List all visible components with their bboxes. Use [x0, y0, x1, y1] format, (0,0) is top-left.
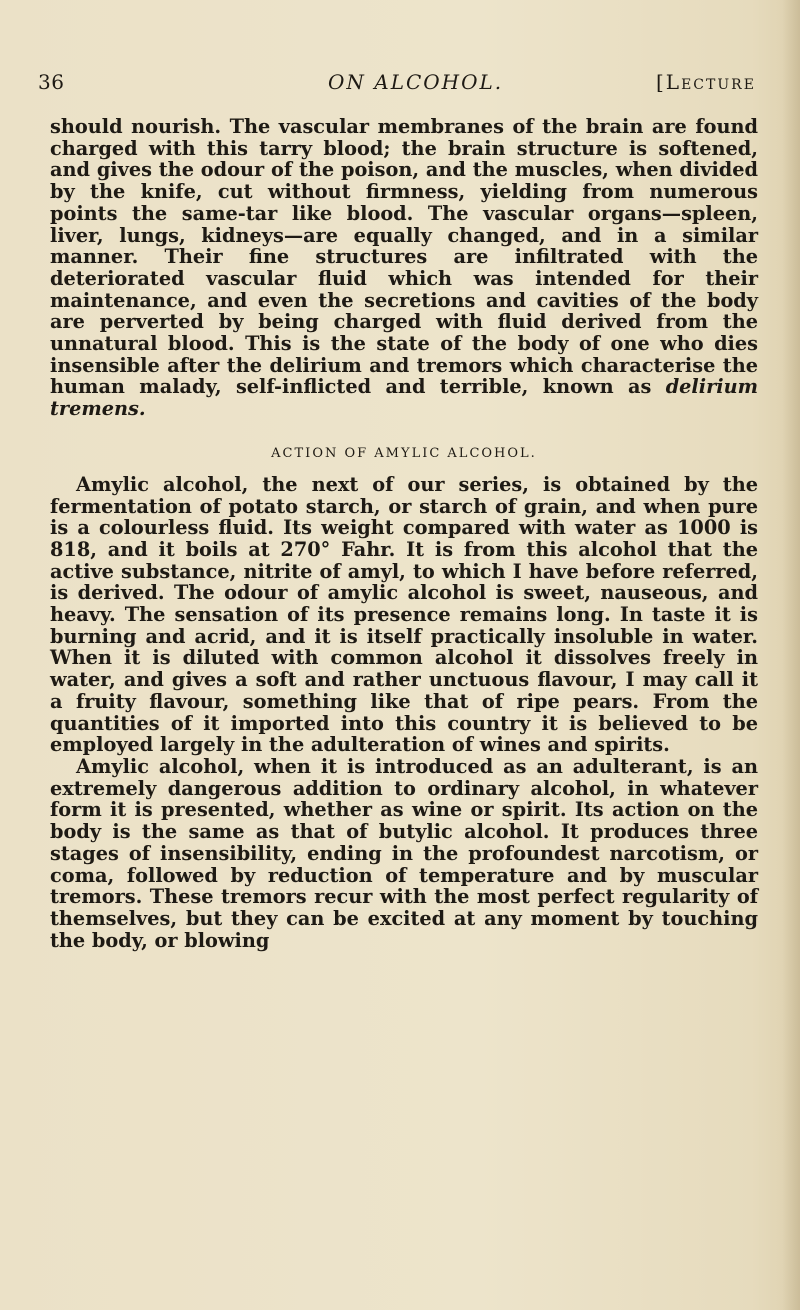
page-number: 36 [38, 70, 65, 94]
paragraph: Amylic alcohol, the next of our series, is obtained by the fermentation of potato starch, or starch of grain, and when pure is a colourless fluid. Its weight compared with water as 1000 is 818, and it boils at 270° Fahr. It is from this alcohol that the active substance, nitrite of amyl, to which I have before referred, is derived. The odour of amylic alcohol is sweet, nauseous, and heavy. The sensation of its presence remains long. In taste it is burning and acrid, and it is itself practically insoluble in water. When it is diluted with common alcohol it dissolves freely in water, and gives a soft and rather unctuous flavour, I may call it a fruity flavour, something like that of ripe pears. From the quantities of it imported into this country it is believed to be employed largely in the adulteration of wines and spirits. [50, 472, 758, 757]
paragraph-text: should nourish. The vascular membranes of the brain are found charged with this tarry blood; the brain structure is softened, and gives the odour of the poison, and the muscles, when divided by the knife, cut without firmness, yielding from numerous points the same-tar like blood. The vascular organs—spleen, liver, lungs, kidneys—are equally changed, and in a similar manner. Their fine structures are infiltrated with the deteriorated vascular fluid which was intended for their maintenance, and even the secretions and cavities of the body are perverted by being charged with fluid derived from the unnatural blood. This is the state of the body of one who dies insensible after the delirium and tremors which characterise the human malady, self-inflicted and terrible, known as [50, 115, 758, 399]
running-header [38, 70, 790, 100]
running-title: ON ALCOHOL. [328, 70, 504, 94]
running-lecture-label: [Lecture [656, 70, 756, 94]
italic-term: delirium tremens. [50, 375, 758, 421]
section-heading: ACTION OF AMYLIC ALCOHOL. [271, 445, 537, 461]
paragraph [50, 116, 758, 420]
paragraph: Amylic alcohol, when it is introduced as an adulterant, is an extremely dangerous addition to ordinary alcohol, in whatever form it is presented, whether as wine or spirit. Its action on the body is the same as that of butylic alcohol. It produces three stages of insensibility, ending in the profoundest narcotism, or coma, followed by reduction of temperature and by muscular tremors. These tremors recur with the most perfect regularity of themselves, but they can be excited at any moment by touching the body, or blowing [50, 754, 758, 952]
page-edge-shadow [782, 0, 800, 1310]
body-text [50, 116, 758, 951]
